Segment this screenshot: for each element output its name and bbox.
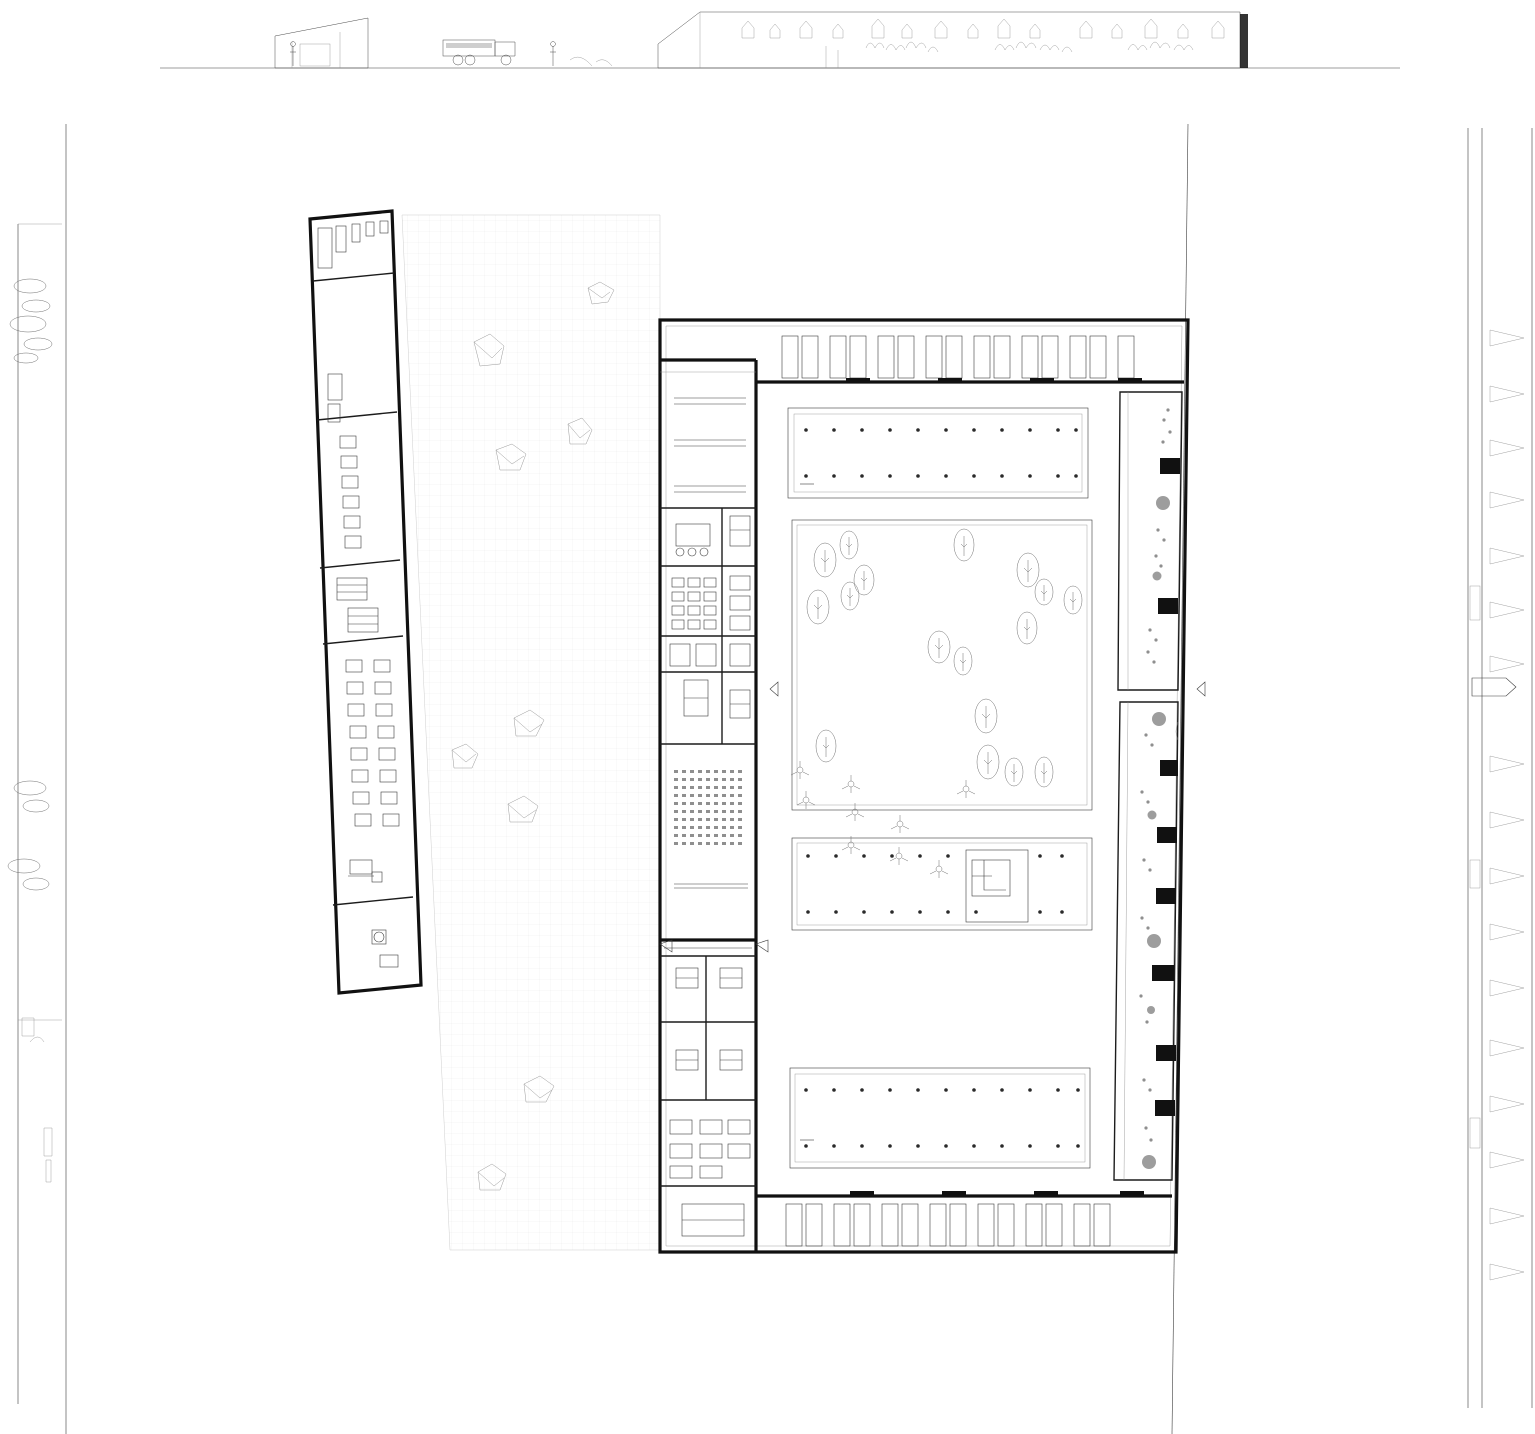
rock-symbol-group — [452, 282, 614, 1190]
tree-symbol-group — [807, 529, 1082, 787]
shrub-symbol-group — [791, 761, 975, 878]
